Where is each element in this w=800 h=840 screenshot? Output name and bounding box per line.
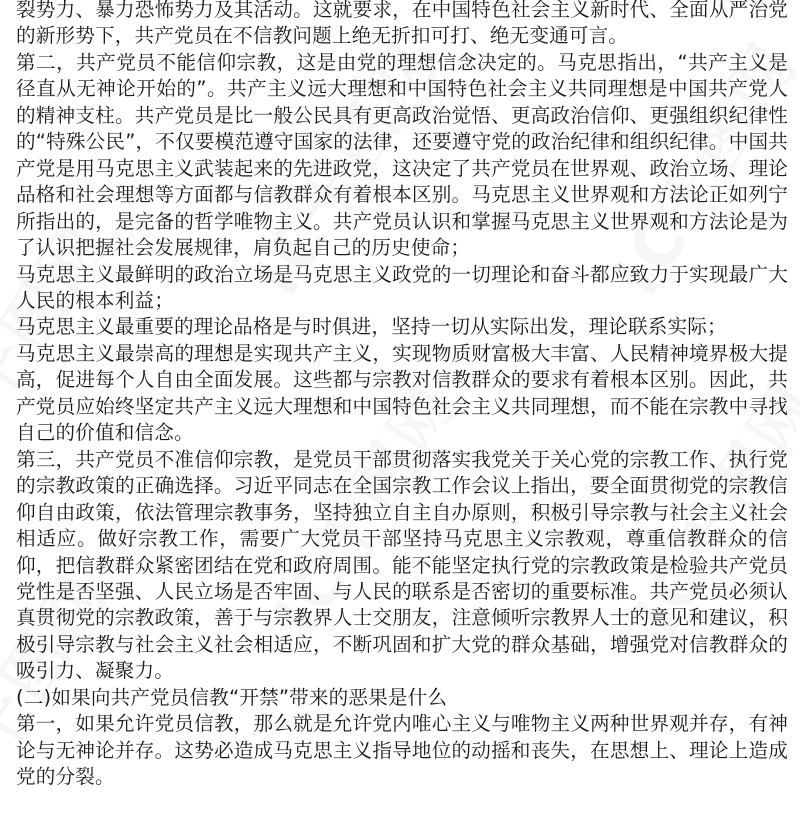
paragraph-consequence-one: 第一，如果允许党员信教，那么就是允许党内唯心主义与唯物主义两种世界观并存，有神论与无神论并存。这势必造成马克思主义指导地位的动摇和丧失，在思想上、理论上造成党的分裂。 [16,712,788,789]
paragraph-point-two: 第二，共产党员不能信仰宗教，这是由党的理想信念决定的。马克思指出，“共产主义是径直从无神论开始的”。共产主义远大理想和中国特色社会主义共同理想是中国共产党人的精神支柱。共产党员是比一般公民具有更高政治觉悟、更高政治信仰、更强组织纪律性的“特殊公民”，不仅要模范遵守国家的法律，还要遵守党的政治纪律和组织纪律。中国共产党是用马克思主义武装起来的先进政党，这决定了共产党员在世界观、政治立场、理论品格和社会理想等方面都与信教群众有着根本区别。马克思主义世界观和方法论正如列宁所指出的，是完备的哲学唯物主义。共产党员认识和掌握马克思主义世界观和方法论是为了认识把握社会发展规律，肩负起自己的历史使命； [16,50,788,260]
paragraph-intro-tail: 裂势力、暴力恐怖势力及其活动。这就要求，在中国特色社会主义新时代、全面从严治党的新形势下，共产党员在不信教问题上绝无折扣可打、绝无变通可言。 [16,0,788,48]
paragraph-point-three: 第三，共产党员不准信仰宗教，是党员干部贯彻落实我党关于关心党的宗教工作、执行党的宗教政策的正确选择。习近平同志在全国宗教工作会议上指出，要全面贯彻党的宗教信仰自由政策，依法管理宗教事务，坚持独立自主自办原则，积极引导宗教与社会主义社会相适应。做好宗教工作，需要广大党员干部坚持马克思主义宗教观，尊重信教群众的信仰，把信教群众紧密团结在党和政府周围。能不能坚定执行党的宗教政策是检验共产党员党性是否坚强、人民立场是否牢固、与人民的联系是否密切的重要标准。共产党员必须认真贯彻党的宗教政策，善于与宗教界人士交朋友，注意倾听宗教界人士的意见和建议，积极引导宗教与社会主义社会相适应，不断巩固和扩大党的群众基础，增强党对信教群众的吸引力、凝聚力。 [16,447,788,683]
section-heading: (二)如果向共产党员信教“开禁”带来的恶果是什么 [16,685,448,709]
paragraph-theoretical-character: 马克思主义最重要的理论品格是与时俱进，坚持一切从实际出发，理论联系实际； [16,315,727,339]
paragraph-lofty-ideal: 马克思主义最崇高的理想是实现共产主义，实现物质财富极大丰富、人民精神境界极大提高，促进每个人自由全面发展。这些都与宗教对信教群众的要求有着根本区别。因此，共产党员应始终坚定共产主义远大理想和中国特色社会主义共同理想，而不能在宗教中寻找自己的价值和信念。 [16,341,788,445]
document-body [16,0,788,791]
paragraph-political-stance: 马克思主义最鲜明的政治立场是马克思主义政党的一切理论和奋斗都应致力于实现最广大人民的根本利益； [16,262,788,312]
